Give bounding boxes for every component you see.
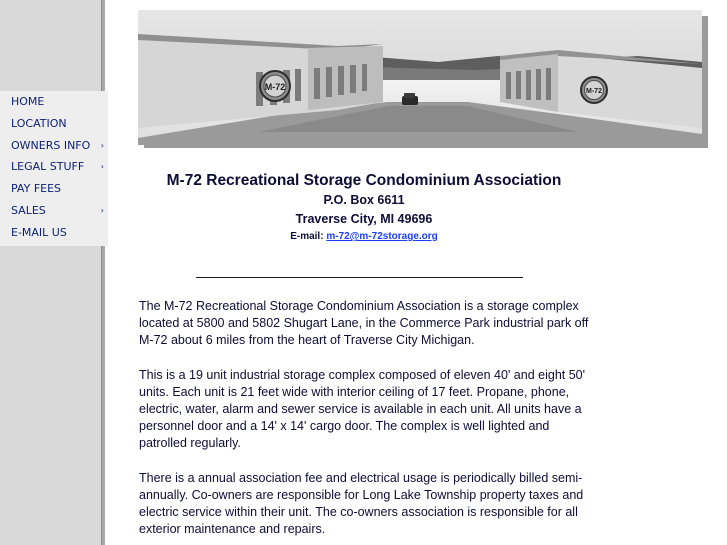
sign-text: M-72 [264,82,286,92]
menu-label: SALES [11,203,46,217]
menu-item-home[interactable] [0,91,108,113]
menu-item-email-us[interactable] [0,222,108,244]
main-menu [0,91,108,246]
chevron-right-icon: › [100,162,104,172]
menu-item-sales[interactable] [0,200,108,222]
chevron-right-icon: › [100,205,104,215]
menu-label: LEGAL STUFF [11,160,85,174]
po-box: P.O. Box 6611 [323,193,405,207]
menu-item-location[interactable] [0,113,108,135]
city-address: Traverse City, MI 49696 [295,212,433,226]
fees-paragraph: There is a annual association fee and electrical usage is periodically billed semi-annually. Co-owners are responsible for Long Lake Township property taxes and electric service within their unit. The co-owners association is responsible for all exterior maintenance and repairs. [139,470,584,537]
page-title: M-72 Recreational Storage Condominium Association [166,172,562,189]
page-header [150,170,578,245]
menu-label: PAY FEES [11,182,62,196]
menu-item-legal-stuff[interactable] [0,156,108,178]
main-content [139,298,589,545]
sidebar-edge [101,0,105,545]
email-label: E-mail: [290,231,324,242]
email-line [150,229,578,245]
menu-label: HOME [11,95,45,108]
chevron-right-icon: › [100,140,104,150]
menu-item-pay-fees[interactable] [0,178,108,200]
units-paragraph: This is a 19 unit industrial storage complex composed of eleven 40' and eight 50' units. Each unit is 21 feet wide with interior ceiling of 17 feet. Propane, phone, electric, water, alarm and sewer service is available in each unit. All units have a personnel door and a 14' x 14' cargo door. The complex is well lighted and patrolled regularly. [139,367,586,451]
menu-item-owners-info[interactable] [0,135,108,157]
email-link[interactable]: m-72@m-72storage.org [326,231,438,242]
menu-label: OWNERS INFO [11,138,91,152]
horizontal-divider [196,277,523,278]
storage-buildings-image [138,10,702,145]
menu-label: LOCATION [11,116,67,130]
intro-paragraph: The M-72 Recreational Storage Condominium Association is a storage complex located at 5800 and 5802 Shugart Lane, in the Commerce Park industrial park off M-72 about 6 miles from the heart of Traverse City Michigan. [139,299,589,348]
menu-label: E-MAIL US [11,225,67,239]
sidebar [0,0,101,545]
banner-photo [138,10,702,145]
sign-text: M-72 [586,88,602,95]
banner [138,10,708,148]
